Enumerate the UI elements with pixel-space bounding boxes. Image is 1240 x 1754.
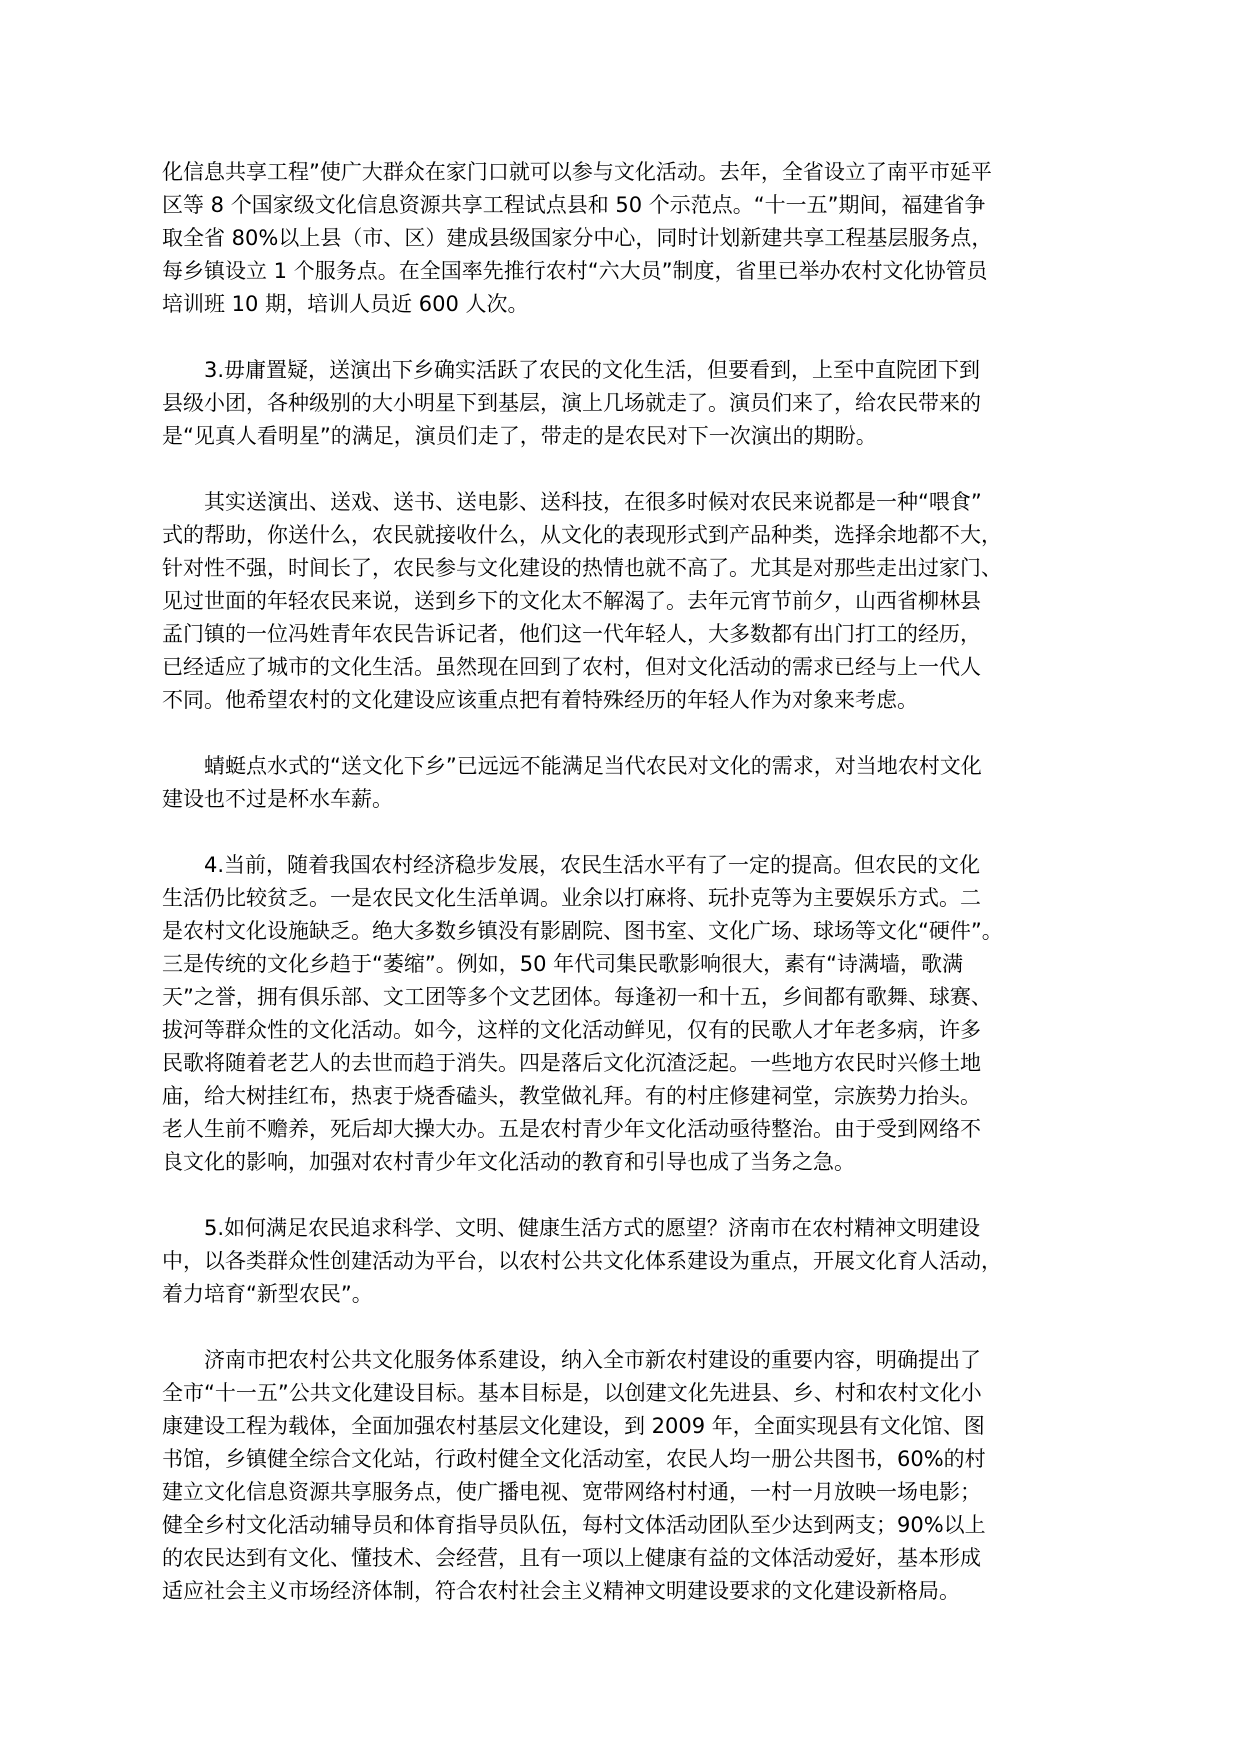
text-line: 孟门镇的一位冯姓青年农民告诉记者，他们这一代年轻人，大多数都有出门打工的经历， (162, 622, 981, 646)
document-page (162, 156, 1052, 1641)
paragraph-5 (162, 849, 1052, 1179)
text-line: 5.如何满足农民追求科学、文明、健康生活方式的愿望？济南市在农村精神文明建设 (204, 1216, 981, 1240)
text-line: 针对性不强，时间长了，农民参与文化建设的热情也就不高了。尤其是对那些走出过家门、 (162, 556, 1002, 580)
paragraph-3 (162, 486, 1052, 717)
text-line: 书馆，乡镇健全综合文化站，行政村健全文化活动室，农民人均一册公共图书，60%的村 (162, 1447, 986, 1471)
text-line: 县级小团，各种级别的大小明星下到基层，演上几场就走了。演员们来了，给农民带来的 (162, 391, 981, 415)
text-line: 不同。他希望农村的文化建设应该重点把有着特殊经历的年轻人作为对象来考虑。 (162, 688, 918, 712)
text-line: 其实送演出、送戏、送书、送电影、送科技，在很多时候对农民来说都是一种“喂食” (204, 490, 982, 514)
text-line: 适应社会主义市场经济体制，符合农村社会主义精神文明建设要求的文化建设新格局。 (162, 1579, 960, 1603)
text-line: 化信息共享工程”使广大群众在家门口就可以参与文化活动。去年，全省设立了南平市延平 (162, 160, 992, 184)
paragraph-6 (162, 1212, 1052, 1311)
text-line: 生活仍比较贫乏。一是农民文化生活单调。业余以打麻将、玩扑克等为主要娱乐方式。二 (162, 886, 981, 910)
paragraph-1 (162, 156, 1052, 321)
text-line: 民歌将随着老艺人的去世而趋于消失。四是落后文化沉渣泛起。一些地方农民时兴修土地 (162, 1051, 981, 1075)
text-line: 中，以各类群众性创建活动为平台，以农村公共文化体系建设为重点，开展文化育人活动， (162, 1249, 1002, 1273)
text-line: 的农民达到有文化、懂技术、会经营，且有一项以上健康有益的文体活动爱好，基本形成 (162, 1546, 981, 1570)
text-line: 取全省 80%以上县（市、区）建成县级国家分中心，同时计划新建共享工程基层服务点， (162, 226, 993, 250)
text-line: 4.当前，随着我国农村经济稳步发展，农民生活水平有了一定的提高。但农民的文化 (204, 853, 981, 877)
text-line: 蜻蜓点水式的“送文化下乡”已远远不能满足当代农民对文化的需求，对当地农村文化 (204, 754, 982, 778)
text-line: 见过世面的年轻农民来说，送到乡下的文化太不解渴了。去年元宵节前夕，山西省柳林县 (162, 589, 981, 613)
text-line: 天”之誉，拥有俱乐部、文工团等多个文艺团体。每逢初一和十五，乡间都有歌舞、球赛、 (162, 985, 992, 1009)
text-line: 康建设工程为载体，全面加强农村基层文化建设，到 2009 年，全面实现县有文化馆、图 (162, 1414, 985, 1438)
text-line: 着力培育“新型农民”。 (162, 1282, 373, 1306)
paragraph-2 (162, 354, 1052, 453)
text-line: 每乡镇设立 1 个服务点。在全国率先推行农村“六大员”制度，省里已举办农村文化协管员 (162, 259, 988, 283)
text-line: 拔河等群众性的文化活动。如今，这样的文化活动鲜见，仅有的民歌人才年老多病，许多 (162, 1018, 981, 1042)
paragraph-7 (162, 1344, 1052, 1608)
text-line: 三是传统的文化乡趋于“萎缩”。例如，50 年代司集民歌影响很大，素有“诗满墙，歌满 (162, 952, 964, 976)
text-line: 济南市把农村公共文化服务体系建设，纳入全市新农村建设的重要内容，明确提出了 (204, 1348, 981, 1372)
paragraph-4 (162, 750, 1052, 816)
text-line: 老人生前不赡养，死后却大操大办。五是农村青少年文化活动亟待整治。由于受到网络不 (162, 1117, 981, 1141)
text-line: 良文化的影响，加强对农村青少年文化活动的教育和引导也成了当务之急。 (162, 1150, 855, 1174)
text-line: 是“见真人看明星”的满足，演员们走了，带走的是农民对下一次演出的期盼。 (162, 424, 877, 448)
text-line: 庙，给大树挂红布，热衷于烧香磕头，教堂做礼拜。有的村庄修建祠堂，宗族势力抬头。 (162, 1084, 981, 1108)
text-line: 3.毋庸置疑，送演出下乡确实活跃了农民的文化生活，但要看到，上至中直院团下到 (204, 358, 981, 382)
text-line: 是农村文化设施缺乏。绝大多数乡镇没有影剧院、图书室、文化广场、球场等文化“硬件”。 (162, 919, 1003, 943)
text-line: 式的帮助，你送什么，农民就接收什么，从文化的表现形式到产品种类，选择余地都不大， (162, 523, 1002, 547)
text-line: 全市“十一五”公共文化建设目标。基本目标是，以创建文化先进县、乡、村和农村文化小 (162, 1381, 982, 1405)
text-line: 建设也不过是杯水车薪。 (162, 787, 393, 811)
text-line: 已经适应了城市的文化生活。虽然现在回到了农村，但对文化活动的需求已经与上一代人 (162, 655, 981, 679)
text-line: 建立文化信息资源共享服务点，使广播电视、宽带网络村村通，一村一月放映一场电影； (162, 1480, 981, 1504)
text-line: 区等 8 个国家级文化信息资源共享工程试点县和 50 个示范点。“十一五”期间，福建省争 (162, 193, 986, 217)
text-line: 培训班 10 期，培训人员近 600 人次。 (162, 292, 529, 316)
text-line: 健全乡村文化活动辅导员和体育指导员队伍，每村文体活动团队至少达到两支；90%以上 (162, 1513, 986, 1537)
